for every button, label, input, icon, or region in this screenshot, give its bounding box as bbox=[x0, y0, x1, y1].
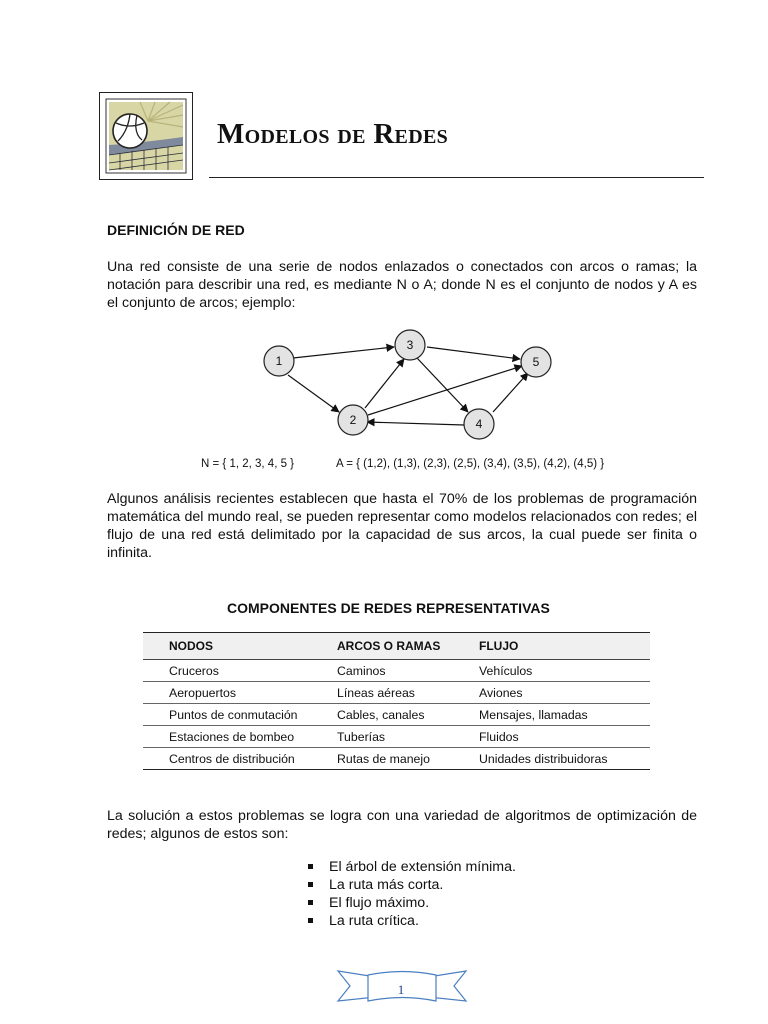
list-item-label: La ruta más corta. bbox=[329, 877, 444, 893]
table-cell: Centros de distribución bbox=[143, 748, 327, 770]
analysis-paragraph: Algunos análisis recientes establecen que hasta el 70% de los problemas de programación matemática del mundo real, se pueden representar como modelos relacionados con redes; el flujo de una red está delimitado por la capacidad de sus arcos, la cual puede ser finita o infinita. bbox=[107, 491, 697, 561]
algorithm-list bbox=[306, 858, 516, 930]
table-cell: Tuberías bbox=[327, 726, 469, 748]
list-item bbox=[306, 894, 516, 912]
table-cell: Puntos de conmutación bbox=[143, 704, 327, 726]
column-header: FLUJO bbox=[469, 633, 650, 660]
table-cell: Aviones bbox=[469, 682, 650, 704]
table-cell: Vehículos bbox=[469, 660, 650, 682]
arc-4-5 bbox=[493, 373, 528, 412]
components-heading: COMPONENTES DE REDES REPRESENTATIVAS bbox=[227, 600, 550, 616]
bullet-icon bbox=[308, 882, 313, 887]
node-label: 4 bbox=[475, 417, 483, 431]
volleyball-net-icon bbox=[100, 93, 192, 179]
arc-4-2 bbox=[367, 422, 464, 425]
arc-3-5 bbox=[427, 347, 520, 359]
bullet-icon bbox=[308, 918, 313, 923]
title-underline bbox=[209, 177, 704, 178]
node-set: N = { 1, 2, 3, 4, 5 } bbox=[201, 458, 295, 470]
definition-paragraph: Una red consiste de una serie de nodos enlazados o conectados con arcos o ramas; la notación para describir una red, es mediante N o A; donde N es el conjunto de nodos y A es el conjunto de arcos; ejemplo: bbox=[107, 259, 697, 311]
arc-2-5 bbox=[368, 366, 522, 415]
page-title: Modelos de Redes bbox=[217, 118, 449, 150]
node-label: 1 bbox=[275, 354, 283, 368]
list-item-label: La ruta crítica. bbox=[329, 913, 419, 929]
bullet-icon bbox=[308, 900, 313, 905]
table-row bbox=[143, 748, 650, 770]
table-cell: Estaciones de bombeo bbox=[143, 726, 327, 748]
column-header: ARCOS O RAMAS bbox=[327, 633, 469, 660]
list-item bbox=[306, 876, 516, 894]
definition-heading: DEFINICIÓN DE RED bbox=[107, 222, 245, 238]
table-cell: Cables, canales bbox=[327, 704, 469, 726]
list-item bbox=[306, 912, 516, 930]
table-row bbox=[143, 682, 650, 704]
list-item-label: El árbol de extensión mínima. bbox=[329, 859, 516, 875]
arc-1-3 bbox=[293, 347, 394, 358]
solution-paragraph: La solución a estos problemas se logra con una variedad de algoritmos de optimización de redes; algunos de estos son: bbox=[107, 808, 697, 842]
table-row bbox=[143, 660, 650, 682]
table-cell: Fluidos bbox=[469, 726, 650, 748]
page-number: 1 bbox=[397, 982, 405, 997]
logo-frame bbox=[99, 92, 193, 180]
table-cell: Cruceros bbox=[143, 660, 327, 682]
table-cell: Líneas aéreas bbox=[327, 682, 469, 704]
table-cell: Aeropuertos bbox=[143, 682, 327, 704]
table-header-row bbox=[143, 633, 650, 660]
column-header: NODOS bbox=[143, 633, 327, 660]
table-row bbox=[143, 704, 650, 726]
list-item-label: El flujo máximo. bbox=[329, 895, 430, 911]
table-cell: Caminos bbox=[327, 660, 469, 682]
node-label: 5 bbox=[532, 355, 540, 369]
list-item bbox=[306, 858, 516, 876]
table-cell: Mensajes, llamadas bbox=[469, 704, 650, 726]
bullet-icon bbox=[308, 864, 313, 869]
network-diagram bbox=[250, 325, 560, 440]
table-cell: Rutas de manejo bbox=[327, 748, 469, 770]
arc-set: A = { (1,2), (1,3), (2,3), (2,5), (3,4), (3,5), (4,2), (4,5) } bbox=[336, 458, 605, 470]
arc-2-3 bbox=[365, 359, 404, 408]
arc-1-2 bbox=[288, 375, 339, 412]
components-table bbox=[143, 632, 650, 770]
node-label: 2 bbox=[349, 413, 357, 427]
table-row bbox=[143, 726, 650, 748]
table-cell: Unidades distribuidoras bbox=[469, 748, 650, 770]
node-label: 3 bbox=[406, 338, 414, 352]
